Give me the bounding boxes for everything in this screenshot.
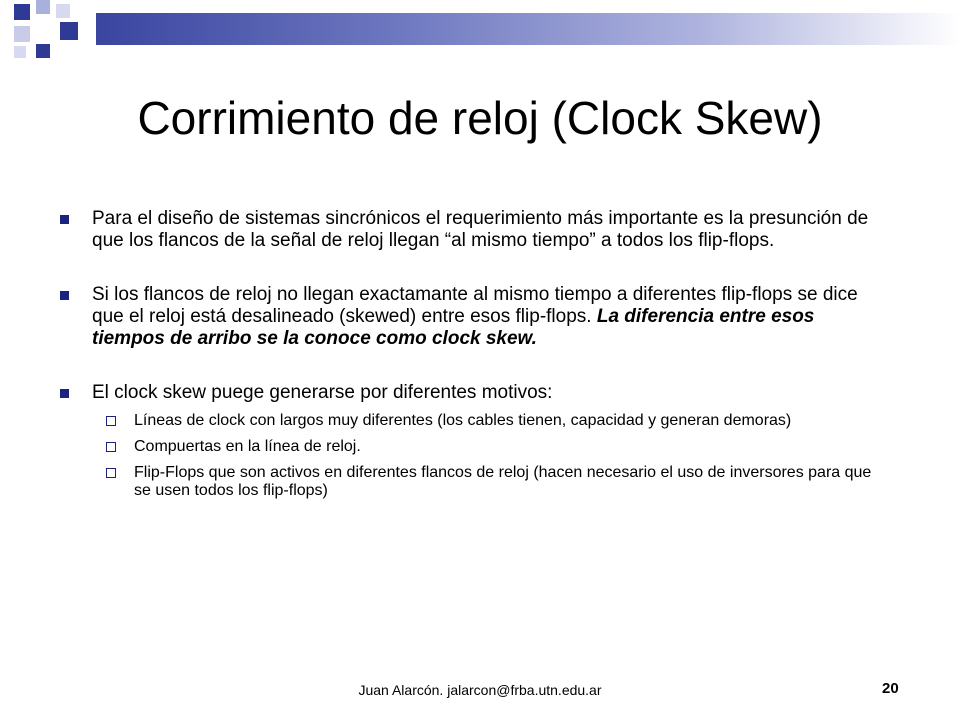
bullet-1 — [60, 208, 890, 252]
footer-author: Juan Alarcón. jalarcon@frba.utn.edu.ar — [358, 682, 602, 698]
decor-square-5 — [32, 20, 54, 42]
sub-bullet-text: Compuertas en la línea de reloj. — [134, 438, 361, 455]
decor-square-3 — [56, 4, 70, 18]
hollow-square-icon — [106, 416, 116, 426]
bullet-2-text: Si los flancos de reloj no llegan exactamante al mismo tiempo a diferentes flip-flops se dice que el reloj está desalineado (skewed) entre esos flip-flops. — [92, 284, 858, 327]
sub-bullet-item — [92, 438, 890, 456]
hollow-square-icon — [106, 468, 116, 478]
decor-square-4 — [14, 26, 30, 42]
sub-bullet-list — [92, 412, 890, 500]
sub-bullet-text: Flip-Flops que son activos en diferentes flancos de reloj (hacen necesario el uso de inversores para que se usen todos los flip-flops) — [134, 464, 872, 499]
bullet-square-icon — [60, 291, 69, 300]
bullet-3 — [60, 382, 890, 500]
page-number: 20 — [882, 680, 899, 697]
sub-bullet-item — [92, 412, 890, 430]
bullet-1-text: Para el diseño de sistemas sincrónicos el requerimiento más importante es la presunción de que los flancos de la señal de reloj llegan “al mismo tiempo” a todos los flip-flops. — [92, 208, 869, 251]
sub-bullet-text: Líneas de clock con largos muy diferentes (los cables tienen, capacidad y generan demoras) — [134, 412, 792, 429]
bullet-square-icon — [60, 389, 69, 398]
bullet-2-emphasis: La diferencia entre esos tiempos de arribo se la conoce como clock skew. — [92, 306, 815, 349]
slide-content — [60, 208, 890, 508]
decor-square-2 — [36, 0, 50, 14]
hollow-square-icon — [106, 442, 116, 452]
bullet-2 — [60, 284, 890, 350]
decor-square-8 — [14, 46, 26, 58]
decor-square-7 — [36, 44, 50, 58]
sub-bullet-item — [92, 464, 890, 500]
decor-square-6 — [60, 22, 78, 40]
decor-square-1 — [14, 4, 30, 20]
slide-title: Corrimiento de reloj (Clock Skew) — [137, 92, 823, 144]
bullet-square-icon — [60, 215, 69, 224]
bullet-3-text: El clock skew puege generarse por diferentes motivos: — [92, 382, 553, 403]
header-gradient-bar — [96, 13, 960, 45]
